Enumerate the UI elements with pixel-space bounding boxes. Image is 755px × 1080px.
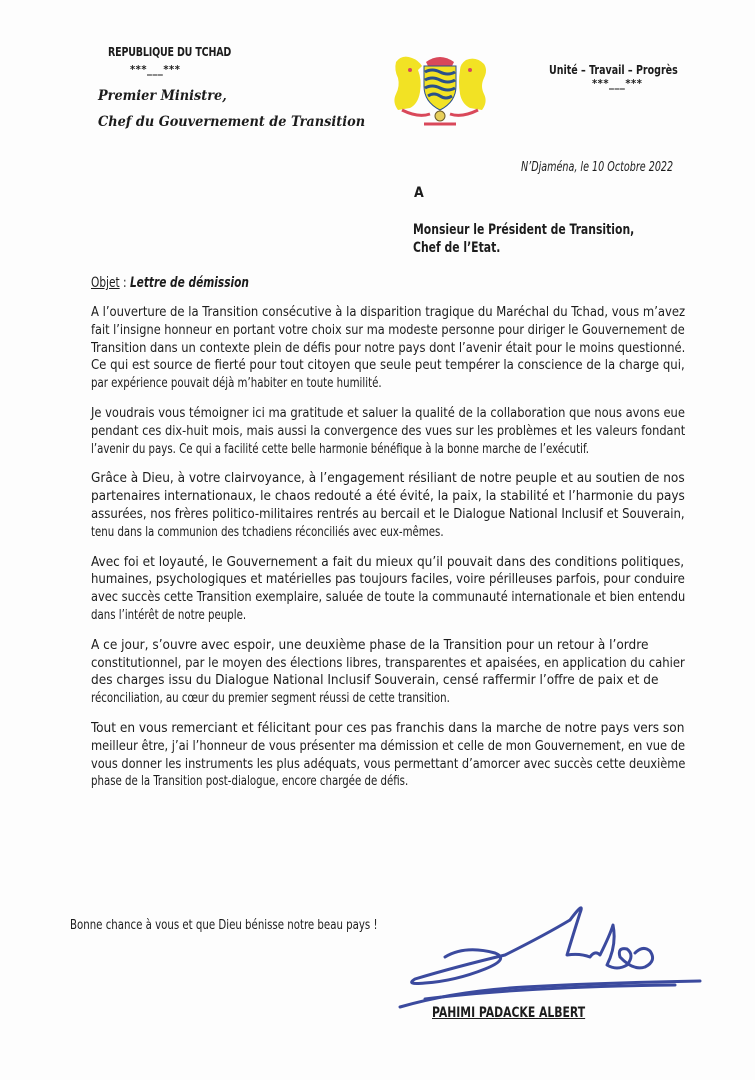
recipient-prefix: A xyxy=(414,185,424,201)
paragraph-line: assurées, nos frères politico-militaires rentrés au bercail et le Dialogue National Inclusif et Souverain, xyxy=(91,505,685,522)
paragraph-line: phase de la Transition post-dialogue, encore chargée de défis. xyxy=(91,773,409,790)
paragraph-line: avec succès cette Transition exemplaire, saluée de toute la communauté internationale et bien entendu xyxy=(91,589,686,606)
body-paragraph xyxy=(91,304,685,393)
paragraph-line: Grâce à Dieu, à votre clairvoyance, à l’engagement résiliant de notre peuple et au soutien de nos xyxy=(91,470,685,487)
emblem-sun-crest xyxy=(426,57,454,66)
emblem-goat-left xyxy=(394,57,422,110)
emblem-lion-right xyxy=(459,59,486,110)
header-right-separator: ***___*** xyxy=(592,77,643,90)
body-paragraph xyxy=(91,470,685,541)
paragraph-line: des charges issu du Dialogue National Inclusif Souverain, censé raffermir l’offre de paix et de xyxy=(91,672,659,689)
paragraph-line: l’avenir du pays. Ce qui a facilité cette belle harmonie bénéfique à la bonne marche de l’exécutif. xyxy=(91,440,589,457)
paragraph-line: Je voudrais vous témoigner ici ma gratitude et saluer la qualité de la collaboration que nous avons eue xyxy=(91,404,685,421)
emblem-medal xyxy=(435,111,445,121)
recipient-line-1: Monsieur le Président de Transition, xyxy=(413,222,635,238)
paragraph-line: meilleur être, j’ai l’honneur de vous présenter ma démission et celle de mon Gouvernement, en vue de xyxy=(91,737,686,754)
signatory-name: PAHIMI PADACKE ALBERT xyxy=(432,1005,586,1021)
subject-line xyxy=(91,275,249,291)
paragraph-line: A l’ouverture de la Transition consécutive à la disparition tragique du Maréchal du Tchad, vous m’avez xyxy=(91,304,686,320)
body-paragraph xyxy=(91,554,685,625)
body-paragraph xyxy=(91,720,685,791)
national-motto: Unité – Travail – Progrès xyxy=(549,63,678,77)
paragraph-line: humaines, psychologiques et matérielles pas toujours faciles, voire périlleuses parfois, pour conduire xyxy=(91,571,685,588)
country-name: REPUBLIQUE DU TCHAD xyxy=(108,45,232,59)
paragraph-line: Transition dans un contexte plein de défis pour notre pays dont l’avenir était pour le moins questionné. xyxy=(91,339,686,356)
paragraph-line: partenaires internationaux, le chaos redouté a été évité, la paix, la stabilité et l’harmonie du pays xyxy=(91,488,685,505)
subject-label: Objet xyxy=(91,275,120,291)
subject-value: Lettre de démission xyxy=(129,275,249,291)
paragraph-line: Avec foi et loyauté, le Gouvernement a fait du mieux qu’il pouvait dans des conditions politiques, xyxy=(91,553,685,570)
coat-of-arms-emblem xyxy=(388,52,492,130)
paragraph-line: Tout en vous remerciant et félicitant pour ces pas franchis dans la marche de notre pays vers son xyxy=(91,719,685,736)
handwritten-signature xyxy=(395,895,705,1015)
paragraph-line: constitutionnel, par le moyen des élections libres, transparentes et apaisées, en application du cahier xyxy=(91,654,685,671)
paragraph-line: dans l’intérêt de notre peuple. xyxy=(91,606,247,623)
paragraph-line: tenu dans la communion des tchadiens réconciliés avec eux-mêmes. xyxy=(91,523,444,540)
paragraph-line: pendant ces dix-huit mois, mais aussi la convergence des vues sur les problèmes et les valeurs fondant xyxy=(91,422,686,439)
body-paragraph xyxy=(91,637,685,708)
office-title: Premier Ministre, xyxy=(98,88,227,104)
date-line: N’Djaména, le 10 Octobre 2022 xyxy=(521,160,674,175)
recipient-line-2: Chef de l’Etat. xyxy=(413,240,501,256)
paragraph-line: par expérience pouvait déjà m’habiter en toute humilité. xyxy=(91,375,382,392)
office-subtitle: Chef du Gouvernement de Transition xyxy=(98,114,366,130)
paragraph-line: vous donner les instruments les plus adéquats, vous permettant d’amorcer avec succès cette deuxième xyxy=(91,755,686,772)
paragraph-line: Ce qui est source de fierté pour tout citoyen que seule peut tempérer la conscience de la charge qui, xyxy=(91,357,685,374)
closing-line: Bonne chance à vous et que Dieu bénisse notre beau pays ! xyxy=(70,917,378,933)
paragraph-line: fait l’insigne honneur en portant votre choix sur ma modeste personne pour diriger le Gouvernement de xyxy=(91,321,685,338)
body-paragraph xyxy=(91,405,685,458)
paragraph-line: A ce jour, s’ouvre avec espoir, une deuxième phase de la Transition pour un retour à l’ordre xyxy=(91,636,649,653)
header-left-separator: ***___*** xyxy=(130,63,181,76)
letter-body xyxy=(91,304,685,803)
subject-colon: : xyxy=(119,275,130,291)
paragraph-line: réconciliation, au cœur du premier segment réussi de cette transition. xyxy=(91,690,450,707)
